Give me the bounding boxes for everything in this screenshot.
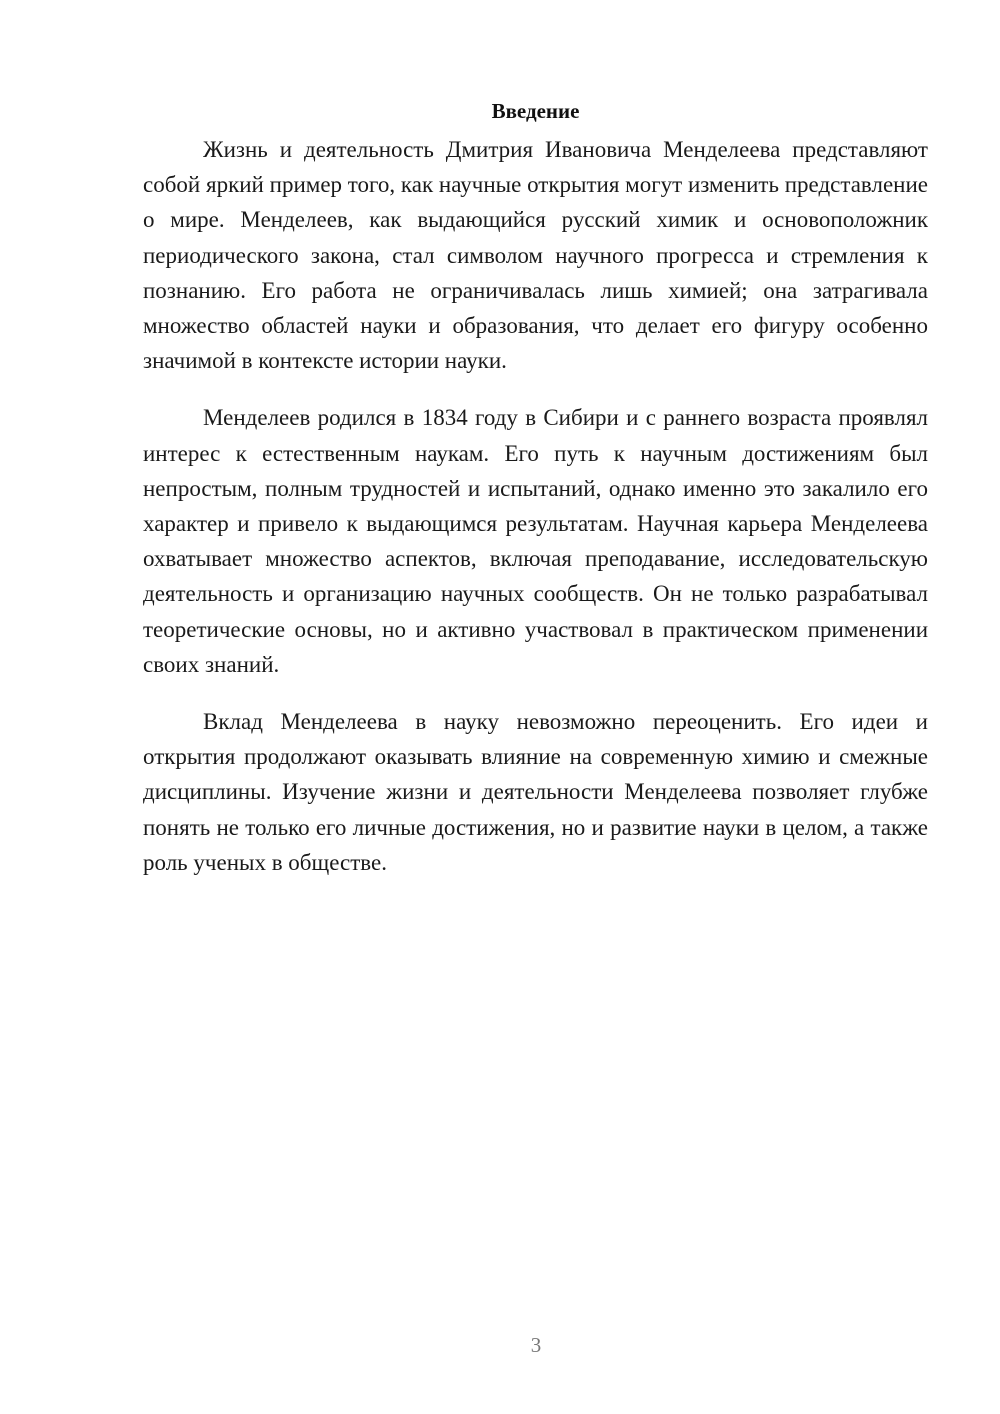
paragraph-1: Жизнь и деятельность Дмитрия Ивановича Менделеева представляют собой яркий пример того, как научные открытия могут изменить представление о мире. Менделеев, как выдающийся русский химик и основоположник периодического закона, стал символом научного прогресса и стремления к познанию. Его работа не ограничивалась лишь химией; она затрагивала множество областей науки и образования, что делает его фигуру особенно значимой в контексте истории науки. xyxy=(143,137,928,374)
section-title: Введение xyxy=(491,99,580,123)
page-number: 3 xyxy=(530,1333,542,1357)
page-content xyxy=(143,96,928,902)
paragraph-3: Вклад Менделеева в науку невозможно переоценить. Его идеи и открытия продолжают оказывать влияние на современную химию и смежные дисциплины. Изучение жизни и деятельности Менделеева позволяет глубже понять не только его личные достижения, но и развитие науки в целом, а также роль ученых в обществе. xyxy=(143,709,928,875)
paragraph-2: Менделеев родился в 1834 году в Сибири и с раннего возраста проявлял интерес к естественным наукам. Его путь к научным достижениям был непростым, полным трудностей и испытаний, однако именно это закалило его характер и привело к выдающимся результатам. Научная карьера Менделеева охватывает множество аспектов, включая преподавание, исследовательскую деятельность и организацию научных сообществ. Он не только разрабатывал теоретические основы, но и активно участвовал в практическом применении своих знаний. xyxy=(143,405,928,677)
